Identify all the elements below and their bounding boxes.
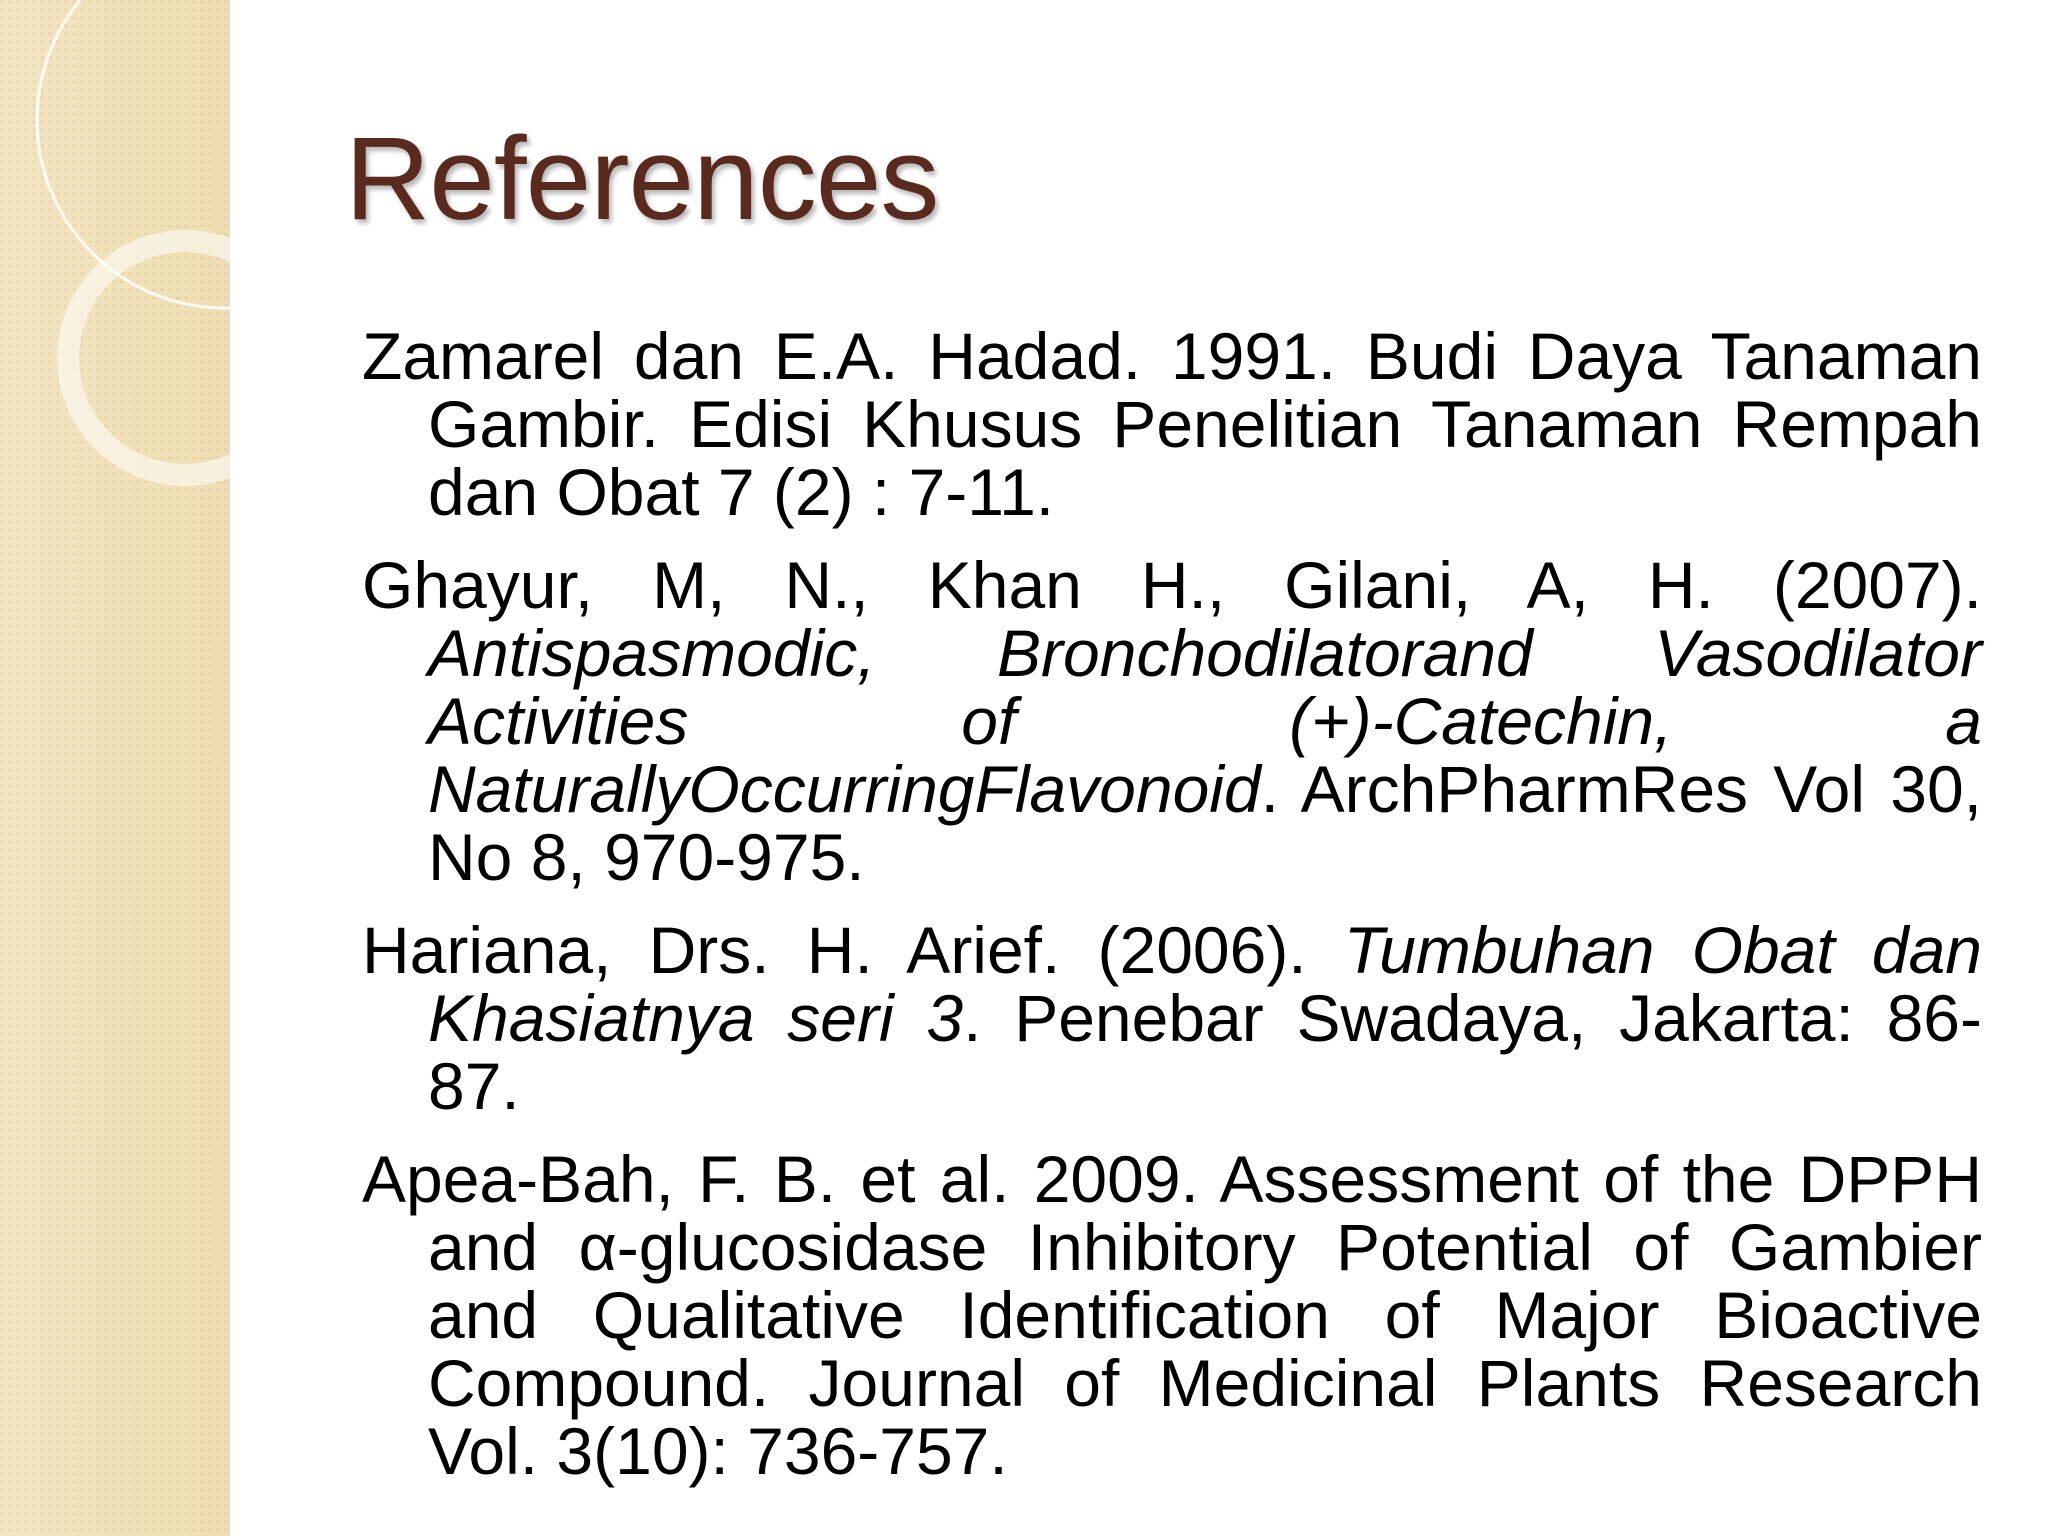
slide-title: References bbox=[345, 113, 939, 245]
reference-source: . ArchPharmRes Vol 30, No 8, 970-975. bbox=[428, 752, 1982, 894]
small-ring bbox=[68, 241, 302, 475]
reference-authors: Ghayur, M, N., Khan H., Gilani, A, H. (2007). bbox=[362, 548, 1982, 622]
reference-title: Tumbuhan Obat dan Khasiatnya seri 3 bbox=[428, 913, 1982, 1055]
reference-item: Apea-Bah, F. B. et al. 2009. Assessment of the DPPH and α-glucosidase Inhibitory Potential of Gambier and Qualitative Identification of Major Bioactive Compound. Journal of Medicinal Plants Research Vol. 3(10): 736-757. bbox=[362, 1142, 1982, 1488]
reference-item bbox=[362, 548, 1982, 894]
reference-item: Zamarel dan E.A. Hadad. 1991. Budi Daya Tanaman Gambir. Edisi Khusus Penelitian Tanaman Rempah dan Obat 7 (2) : 7-11. bbox=[362, 319, 1982, 529]
reference-source: . Penebar Swadaya, Jakarta: 86-87. bbox=[428, 981, 1982, 1123]
reference-title: Antispasmodic, Bronchodilatorand Vasodilator Activities of (+)-Catechin, a NaturallyOccurringFlavonoid bbox=[428, 616, 1982, 826]
large-ring bbox=[37, 0, 340, 308]
reference-list bbox=[362, 319, 1982, 1510]
reference-authors: Hariana, Drs. H. Arief. (2006). bbox=[362, 913, 1344, 987]
reference-item bbox=[362, 913, 1982, 1123]
decorative-rings bbox=[0, 0, 340, 520]
